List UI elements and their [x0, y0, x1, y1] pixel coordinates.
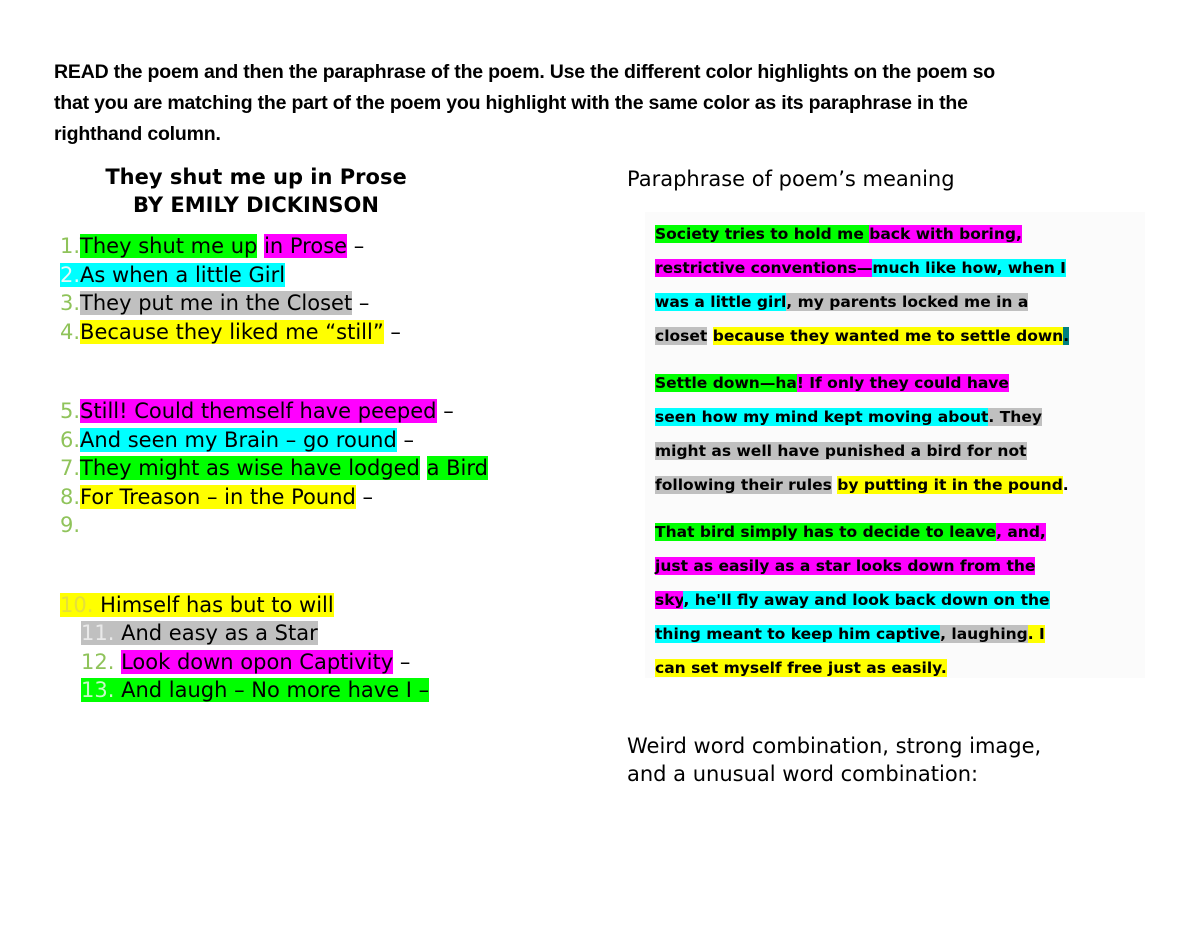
dash: – [352, 291, 370, 315]
dash: – [396, 427, 414, 452]
line-number: 4. [60, 319, 81, 344]
instructions-line: righthand column. [54, 123, 221, 145]
highlight-gray: following their rules [655, 476, 832, 494]
highlight-gray: , my parents locked me in a [786, 293, 1029, 311]
highlight-gray: . They [988, 408, 1042, 426]
dash: – [347, 234, 365, 258]
highlight-yellow: because they wanted me to settle down [712, 327, 1064, 345]
line-number: 6. [60, 427, 81, 452]
line-text: And easy as a Star [121, 621, 318, 645]
poem-line [60, 591, 488, 620]
highlight-yellow: by putting it in the pound [837, 476, 1063, 494]
poem-line [60, 289, 488, 318]
highlight-green [81, 678, 429, 702]
poem-header [54, 163, 458, 219]
highlight-gray: closet [655, 327, 708, 345]
poem-line [60, 676, 488, 705]
highlight-yellow: Because they liked me “still” [80, 319, 384, 344]
highlight-magenta: Still! Could themself have peeped [80, 399, 437, 423]
highlight-cyan: , he'll fly away and look back down on the [683, 591, 1050, 609]
line-number: 10. [60, 592, 94, 617]
paraphrase-paragraph-3 [655, 515, 1145, 685]
line-number: 13. [81, 678, 115, 702]
paraphrase-row [655, 285, 1145, 319]
highlight-cyan: As when a little Girl [80, 262, 286, 287]
highlight-green: That bird simply has to decide to leave [655, 523, 997, 541]
weird-word-prompt [627, 732, 1041, 788]
highlight-cyan: seen how my mind kept moving about [655, 408, 989, 426]
highlight-magenta: ! If only they could have [796, 374, 1009, 392]
paraphrase-paragraph-1 [655, 217, 1145, 353]
line-number: 7. [60, 456, 81, 480]
highlight-gray [81, 621, 318, 645]
poem-line [60, 648, 488, 677]
weird-word-line: and a unusual word combination: [627, 762, 979, 786]
dash: – [355, 484, 374, 509]
dash: – [393, 649, 411, 674]
dash: – [383, 319, 401, 344]
highlight-magenta: Look down opon Captivity [121, 649, 394, 674]
highlight-yellow: For Treason – in the Pound [80, 484, 356, 509]
paraphrase-row [655, 617, 1145, 651]
line-number: 12. [81, 649, 115, 674]
poem-body [60, 232, 488, 705]
line-text: And laugh – No more have I – [121, 678, 430, 702]
highlight-green: a Bird [426, 456, 488, 480]
paraphrase-row [655, 583, 1145, 617]
highlight-magenta: sky [655, 591, 684, 609]
dash: – [436, 399, 454, 423]
highlight-cyan: was a little girl [655, 293, 787, 311]
line-number: 11. [81, 621, 115, 645]
highlight-magenta: in Prose [264, 234, 348, 258]
period: . [1062, 476, 1069, 494]
highlight-gray: might as well have punished a bird for not [655, 442, 1027, 460]
highlight-teal: . [1063, 327, 1070, 345]
line-text: Himself has but to will [100, 592, 334, 617]
poem-line [60, 397, 488, 426]
paraphrase-row [655, 651, 1145, 685]
weird-word-line: Weird word combination, strong image, [627, 734, 1042, 758]
poem-line [60, 232, 488, 261]
line-number: 1. [60, 234, 81, 258]
highlight-cyan: much like how, when I [872, 259, 1066, 277]
instructions-line: that you are matching the part of the poem you highlight with the same color as its paraphrase in the [54, 92, 968, 114]
highlight-magenta: just as easily as a star looks down from the [655, 557, 1036, 575]
space [707, 327, 712, 345]
paraphrase-row [655, 515, 1145, 549]
poem-line [60, 318, 488, 347]
highlight-green: They might as wise have lodged [80, 456, 420, 480]
highlight-magenta: , and, [996, 523, 1046, 541]
line-number: 3. [60, 291, 81, 315]
instructions [54, 57, 1134, 150]
highlight-green: Settle down—ha [655, 374, 797, 392]
highlight-cyan: thing meant to keep him captive [655, 625, 941, 643]
highlight-green: They shut me up [80, 234, 258, 258]
poem-line [60, 483, 488, 512]
line-number: 8. [60, 484, 81, 509]
paraphrase-row [655, 251, 1145, 285]
highlight-gray: They put me in the Closet [80, 291, 353, 315]
highlight-gray: , laughing [940, 625, 1028, 643]
paraphrase-row [655, 549, 1145, 583]
poem-line [60, 511, 488, 540]
poem-line [60, 261, 488, 290]
highlight-cyan: And seen my Brain – go round [80, 427, 397, 452]
paraphrase-row [655, 468, 1145, 502]
paraphrase-heading: Paraphrase of poem’s meaning [627, 167, 955, 191]
poem-line [60, 426, 488, 455]
poem-title: They shut me up in Prose [105, 165, 407, 189]
highlight-yellow: can set myself free just as easily. [655, 659, 947, 677]
highlight-magenta: back with boring, [869, 225, 1022, 243]
poem-line [60, 454, 488, 483]
paraphrase-paragraph-2 [655, 366, 1145, 502]
paraphrase-row [655, 434, 1145, 468]
line-number: 2. [60, 262, 81, 287]
highlight-green: Society tries to hold me [655, 225, 870, 243]
instructions-line: READ the poem and then the paraphrase of the poem. Use the different color highlights on the poem so [54, 61, 996, 83]
paraphrase-row [655, 366, 1145, 400]
paraphrase-row [655, 400, 1145, 434]
line-number: 5. [60, 399, 81, 423]
highlight-magenta: restrictive conventions— [655, 259, 873, 277]
highlight-yellow: . I [1027, 625, 1045, 643]
paraphrase-row [655, 319, 1145, 353]
line-number: 9. [60, 513, 81, 537]
poem-author: BY EMILY DICKINSON [133, 193, 379, 217]
highlight-yellow [60, 593, 334, 617]
poem-line [60, 619, 488, 648]
paraphrase-row [655, 217, 1145, 251]
space [420, 456, 427, 480]
